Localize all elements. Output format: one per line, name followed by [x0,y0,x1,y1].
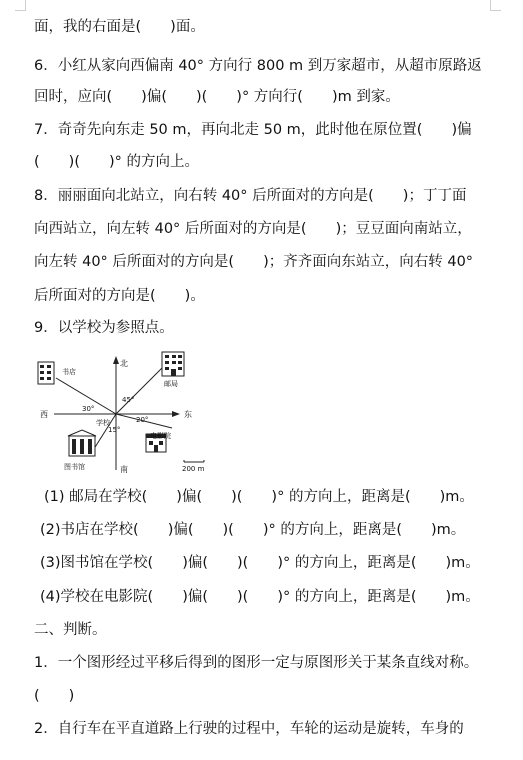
text-line: 后所面对的方向是( )。 [34,288,205,304]
text-line: 面，我的右面是( )面。 [34,19,205,35]
scale-label: 200 m [182,465,205,473]
text-line: 向西站立，向左转 40° 后所面对的方向是( )；豆豆面向南站立， [34,221,472,237]
question-8: 8．丽丽面向北站立，向右转 40° 后所面对的方向是( )；丁丁面 [34,188,467,204]
sub-question-2: (2)书店在学校( )偏( )( )° 的方向上，距离是( )m。 [40,522,466,538]
post-office-building-icon [162,352,184,376]
angle-label: 20° [136,416,149,424]
direction-figure [34,348,234,478]
school-label: 学校 [96,419,110,427]
sub-question-4: (4)学校在电影院( )偏( )( )° 的方向上，距离是( )m。 [40,589,480,605]
section-heading: 二、判断。 [34,622,107,638]
corner-mark-right [490,0,501,11]
angle-label: 15° [108,426,121,434]
west-label: 西 [40,410,48,419]
angle-label: 30° [82,405,95,413]
cinema-label: 电影院 [150,432,171,440]
post-office-label: 邮局 [164,380,178,388]
bookstore-label: 书店 [62,368,76,376]
question-6: 6．小红从家向西偏南 40° 方向行 800 m 到万家超市，从超市原路返 [34,58,482,74]
question-7: 7．奇奇先向东走 50 m，再向北走 50 m，此时他在原位置( )偏 [34,122,472,138]
south-label: 南 [120,465,128,474]
sub-question-1: (1) 邮局在学校( )偏( )( )° 的方向上，距离是( )m。 [44,489,474,505]
library-label: 图书馆 [64,463,85,471]
sub-question-3: (3)图书馆在学校( )偏( )( )° 的方向上，距离是( )m。 [40,555,480,571]
north-label: 北 [120,359,128,368]
judgement-1: 1．一个图形经过平移后得到的图形一定与原图形关于某条直线对称。 [34,655,479,671]
east-label: 东 [184,410,192,419]
answer-blank: ( ) [34,688,75,704]
judgement-2: 2．自行车在平直道路上行驶的过程中，车轮的运动是旋转，车身的 [34,721,464,737]
text-line: ( )( )° 的方向上。 [34,154,199,170]
question-9: 9．以学校为参照点。 [34,320,174,336]
bookstore-building-icon [38,362,54,384]
text-line: 回时，应向( )偏( )( )° 方向行( )m 到家。 [34,89,400,105]
corner-mark-left [15,0,26,11]
library-building-icon [68,430,96,456]
angle-label: 45° [122,396,135,404]
text-line: 向左转 40° 后所面对的方向是( )；齐齐面向东站立，向右转 40° [34,254,474,270]
